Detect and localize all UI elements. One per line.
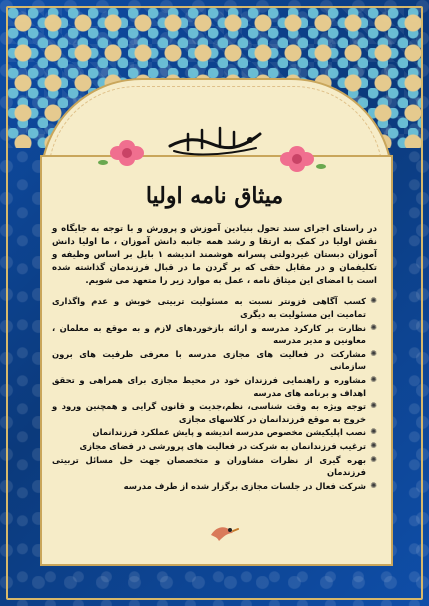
list-item: ✺ نظارت بر کارکرد مدرسه و ارائه بازخوردهای لازم و به موقع به معلمان ، معاونین و مدیر مدرسه [52,322,377,347]
list-item: ✺ ترغیب فرزندانمان به شرکت در فعالیت های پرورشی در فضای مجازی [52,440,377,453]
leaf-icon [98,160,108,165]
list-item: ✺ بهره گیری از نظرات مشاوران و متخصصان جهت حل مسائل تربیتی فرزندمان [52,454,377,479]
content-area [52,223,377,553]
list-item: ✺ شرکت فعال در جلسات مجازی برگزار شده از طرف مدرسه [52,480,377,493]
commitments-list [52,295,377,492]
intro-paragraph: در راستای اجرای سند تحول بنیادین آموزش و پرورش و با توجه به جایگاه و نقش اولیا در کمک به ارتقا و رشد همه جانبه دانش آموزان ، ما اولیا دانش آموزان دبستان غیردولتی پسرانه هوشمند اندیشه ۱ بابل بر اساس وظیفه و تکلیفمان و در مقابل حقی که بر گردن ما در قبال فرزندمان گذاشته شده است با امضای این میثاق نامه ، عمل به موارد زیر را متعهد می شویم. [52,224,377,287]
calligraphy-icon [160,120,270,160]
list-item: ✺ کسب آگاهی فزونتر نسبت به مسئولیت تربیتی خویش و عدم واگذاری تمامیت این مسئولیت به دیگری [52,295,377,320]
bismillah-calligraphy [0,120,429,160]
page-title: میثاق نامه اولیا [145,183,284,209]
flower-left-icon [110,140,144,168]
list-item: ✺ نصب اپلیکیشن مخصوص مدرسه اندیشه و پایش عملکرد فرزندانمان [52,426,377,439]
flower-right-icon [280,146,314,174]
list-item: ✺ مشارکت در فعالیت های مجازی مدرسه با معرفی ظرفیت های برون سازمانی [52,348,377,373]
list-item: ✺ توجه ویژه به وقت شناسی، نظم،جدیت و قانون گرایی و همچنین ورود و خروج به موقع فرزندانمان در کلاسهای مجازی [52,400,377,425]
leaf-icon [316,164,326,169]
bird-icon [205,515,239,545]
list-item: ✺ مشاوره و راهنمایی فرزندان خود در محیط مجازی برای همراهی و تحقق اهداف و برنامه های مدرسه [52,374,377,399]
